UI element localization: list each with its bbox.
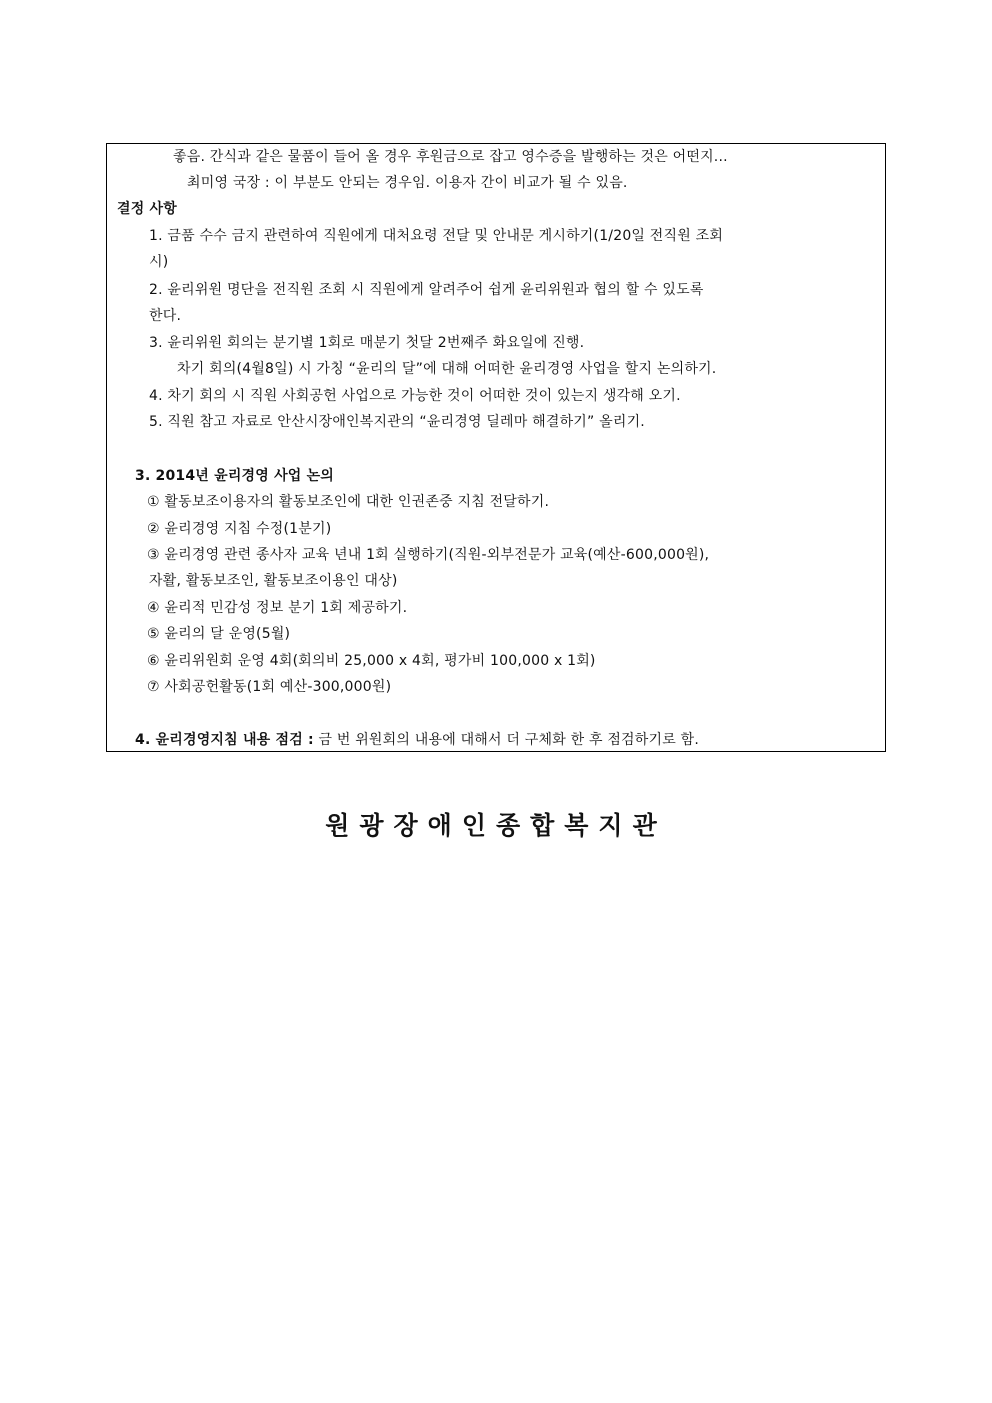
decision-item: 5. 직원 참고 자료로 안산시장애인복지관의 “윤리경영 딜레마 해결하기” 올리기. — [149, 414, 645, 430]
section4-text: 금 번 위원회의 내용에 대해서 더 구체화 한 후 점검하기로 함. — [313, 732, 699, 748]
section3-item: ④ 윤리적 민감성 정보 분기 1회 제공하기. — [147, 600, 408, 616]
decision-item: 4. 차기 회의 시 직원 사회공헌 사업으로 가능한 것이 어떠한 것이 있는지 생각해 오기. — [149, 388, 681, 404]
section3-item: ② 윤리경영 지침 수정(1분기) — [147, 521, 332, 537]
section3-item: ⑦ 사회공헌활동(1회 예산-300,000원) — [147, 679, 392, 695]
section3-heading: 3. 2014년 윤리경영 사업 논의 — [135, 468, 335, 484]
carry-over-line: 최미영 국장 : 이 부분도 안되는 경우임. 이용자 간이 비교가 될 수 있음. — [187, 175, 628, 191]
section3-item: ⑥ 윤리위원회 운영 4회(회의비 25,000 x 4회, 평가비 100,000 x 1회) — [147, 653, 596, 669]
section3-item: ① 활동보조이용자의 활동보조인에 대한 인권존중 지침 전달하기. — [147, 494, 550, 510]
decision-item: 2. 윤리위원 명단을 전직원 조회 시 직원에게 알려주어 쉽게 윤리위원과 협의 할 수 있도록 — [149, 282, 704, 298]
section4-line — [135, 731, 699, 749]
decision-item: 1. 금품 수수 금지 관련하여 직원에게 대처요령 전달 및 안내문 게시하기(1/20일 전직원 조회 — [149, 228, 724, 244]
section3-item: 자활, 활동보조인, 활동보조이용인 대상) — [149, 573, 398, 589]
carry-over-line: 좋음. 간식과 같은 물품이 들어 올 경우 후원금으로 잡고 영수증을 발행하는 것은 어떤지... — [173, 149, 728, 165]
minutes-box — [106, 143, 886, 752]
organization-name: 원광장애인종합복지관 — [325, 811, 667, 840]
section3-item: ③ 윤리경영 관련 종사자 교육 년내 1회 실행하기(직원-외부전문가 교육(예산-600,000원), — [147, 547, 710, 563]
decision-item: 차기 회의(4월8일) 시 가칭 “윤리의 달”에 대해 어떠한 윤리경영 사업을 할지 논의하기. — [177, 361, 717, 377]
decision-item: 3. 윤리위원 회의는 분기별 1회로 매분기 첫달 2번째주 화요일에 진행. — [149, 335, 585, 351]
decisions-heading: 결정 사항 — [117, 201, 177, 217]
decision-item: 한다. — [149, 308, 182, 324]
section4-heading: 4. 윤리경영지침 내용 점검 : — [135, 732, 314, 748]
section3-item: ⑤ 윤리의 달 운영(5월) — [147, 626, 291, 642]
decision-item: 시) — [149, 254, 169, 270]
